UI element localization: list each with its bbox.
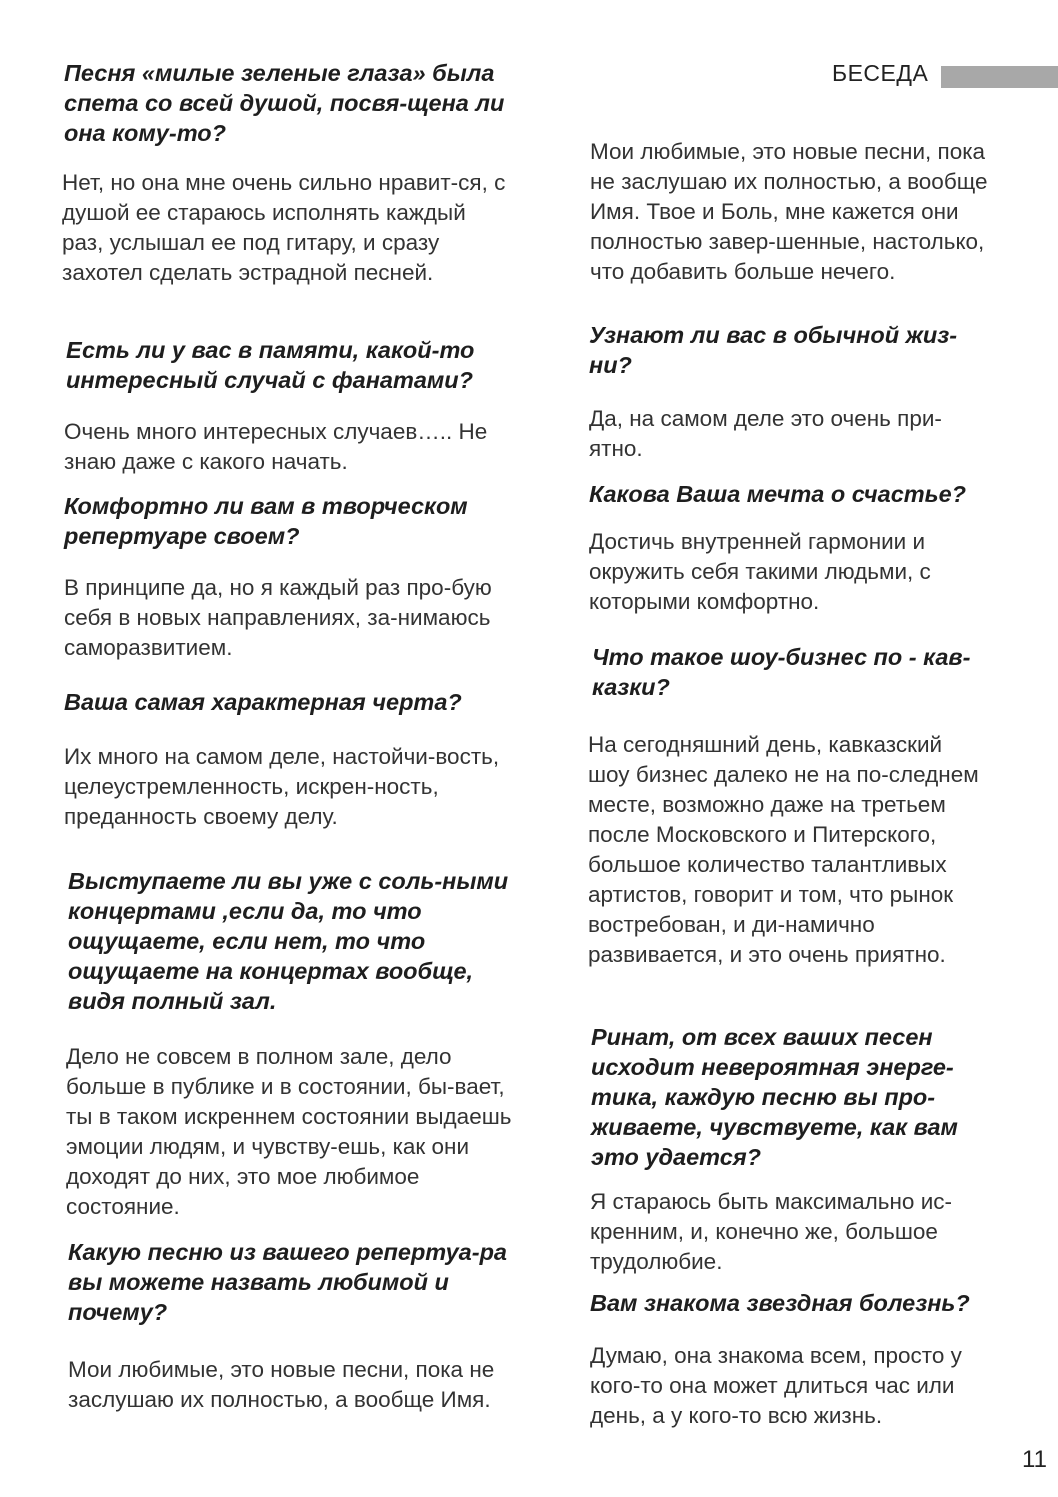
answer: Да, на самом деле это очень при-ятно. [589, 406, 942, 461]
answer: Очень много интересных случаев….. Не знаю даже с какого начать. [64, 419, 488, 474]
question: Ринат, от всех ваших песен исходит невероятная энерге-тика, каждую песню вы про-живаете, чувствуете, как вам это удается? [591, 1024, 958, 1170]
answer: Нет, но она мне очень сильно нравит-ся, с душой ее стараюсь исполнять каждый раз, услышал ее под гитару, и сразу захотел сделать эстрадной песней. [62, 170, 506, 285]
page-number: 11 [1022, 1446, 1047, 1473]
answer: Дело не совсем в полном зале, дело больше в публике и в состоянии, бы-вает, ты в таком искреннем состоянии выдаешь эмоции людям, и чувству-ешь, как они доходят до них, это мое любимое состояние. [66, 1044, 512, 1219]
question: Есть ли у вас в памяти, какой-то интересный случай с фанатами? [66, 337, 475, 393]
question: Песня «милые зеленые глаза» была спета со всей душой, посвя-щена ли она кому-то? [64, 60, 505, 146]
answer: Думаю, она знакома всем, просто у кого-то она может длиться час или день, а у кого-то всю жизнь. [590, 1343, 962, 1428]
section-bar [941, 66, 1058, 88]
question: Что такое шоу-бизнес по - кав-казки? [592, 644, 971, 700]
question: Вам знакома звездная болезнь? [590, 1290, 970, 1316]
question: Выступаете ли вы уже с соль-ными концертами ,если да, то что ощущаете, если нет, то что ощущаете на концертах вообще, видя полный зал. [68, 868, 509, 1014]
answer: В принципе да, но я каждый раз про-бую себя в новых направлениях, за-нимаюсь саморазвитием. [64, 575, 492, 660]
answer: Мои любимые, это новые песни, пока не заслушаю их полностью, а вообще Имя. [68, 1357, 495, 1412]
question: Комфортно ли вам в творческом репертуаре своем? [64, 493, 468, 549]
question: Узнают ли вас в обычной жиз-ни? [589, 322, 958, 378]
section-label: БЕСЕДА [832, 60, 929, 86]
answer: Мои любимые, это новые песни, пока не заслушаю их полностью, а вообще Имя. Твое и Боль, мне кажется они полностью завер-шенные, настолько, что добавить больше нечего. [590, 139, 988, 284]
question: Какую песню из вашего репертуа-ра вы можете назвать любимой и почему? [68, 1239, 507, 1325]
answer: Достичь внутренней гармонии и окружить себя такими людьми, с которыми комфортно. [589, 529, 931, 614]
answer: На сегодняшний день, кавказский шоу бизнес далеко не на по-следнем месте, возможно даже на третьем после Московского и Питерского, большое количество талантливых артистов, говорит и том, что рынок востребован, и ди-намично развивается, и это очень приятно. [588, 732, 979, 967]
answer: Я стараюсь быть максимально ис-кренним, и, конечно же, большое трудолюбие. [590, 1189, 953, 1274]
question: Какова Ваша мечта о счастье? [589, 481, 967, 507]
answer: Их много на самом деле, настойчи-вость, целеустремленность, искрен-ность, преданность своему делу. [64, 744, 500, 829]
question: Ваша самая характерная черта? [64, 689, 462, 715]
